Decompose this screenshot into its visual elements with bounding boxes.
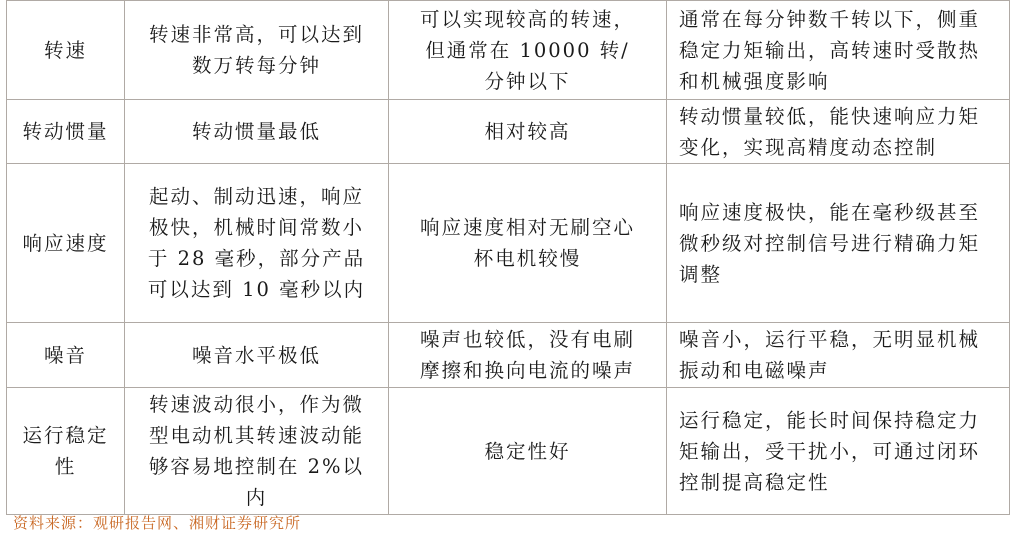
row-header-speed: 转速 [6, 1, 124, 99]
cell-coreless-brushless: 起动、制动迅速，响应极快，机械时间常数小于 28 毫秒，部分产品可以达到 10 毫秒以内 [124, 164, 388, 322]
row-header-noise: 噪音 [6, 323, 124, 387]
cell-coreless-brushless: 转速波动很小，作为微型电动机其转速波动能够容易地控制在 2%以内 [124, 388, 388, 514]
cell-frameless-torque: 响应速度极快，能在毫秒级甚至微秒级对控制信号进行精确力矩调整 [666, 164, 1010, 322]
cell-coreless-brushless: 转速非常高，可以达到数万转每分钟 [124, 1, 388, 99]
table-row-inertia [6, 100, 1010, 164]
cell-brushless: 响应速度相对无刷空心杯电机较慢 [388, 164, 666, 322]
cell-coreless-brushless: 噪音水平极低 [124, 323, 388, 387]
cell-frameless-torque: 转动惯量较低，能快速响应力矩变化，实现高精度动态控制 [666, 100, 1010, 163]
cell-brushless: 可以实现较高的转速，但通常在 10000 转/分钟以下 [388, 1, 666, 99]
table-row-noise [6, 323, 1010, 388]
table-row-stability [6, 388, 1010, 515]
row-header-response: 响应速度 [6, 164, 124, 322]
source-note: 资料来源：观研报告网、湘财证券研究所 [13, 514, 302, 532]
row-header-stability: 运行稳定性 [6, 388, 124, 514]
cell-brushless: 相对较高 [388, 100, 666, 163]
comparison-table [6, 0, 1010, 515]
table-row-speed [6, 0, 1010, 100]
cell-frameless-torque: 噪音小，运行平稳，无明显机械振动和电磁噪声 [666, 323, 1010, 387]
cell-brushless: 噪声也较低，没有电刷摩擦和换向电流的噪声 [388, 323, 666, 387]
cell-frameless-torque: 运行稳定，能长时间保持稳定力矩输出，受干扰小，可通过闭环控制提高稳定性 [666, 388, 1010, 514]
row-header-inertia: 转动惯量 [6, 100, 124, 163]
cell-frameless-torque: 通常在每分钟数千转以下，侧重稳定力矩输出，高转速时受散热和机械强度影响 [666, 1, 1010, 99]
cell-coreless-brushless: 转动惯量最低 [124, 100, 388, 163]
table-row-response [6, 164, 1010, 323]
cell-brushless: 稳定性好 [388, 388, 666, 514]
